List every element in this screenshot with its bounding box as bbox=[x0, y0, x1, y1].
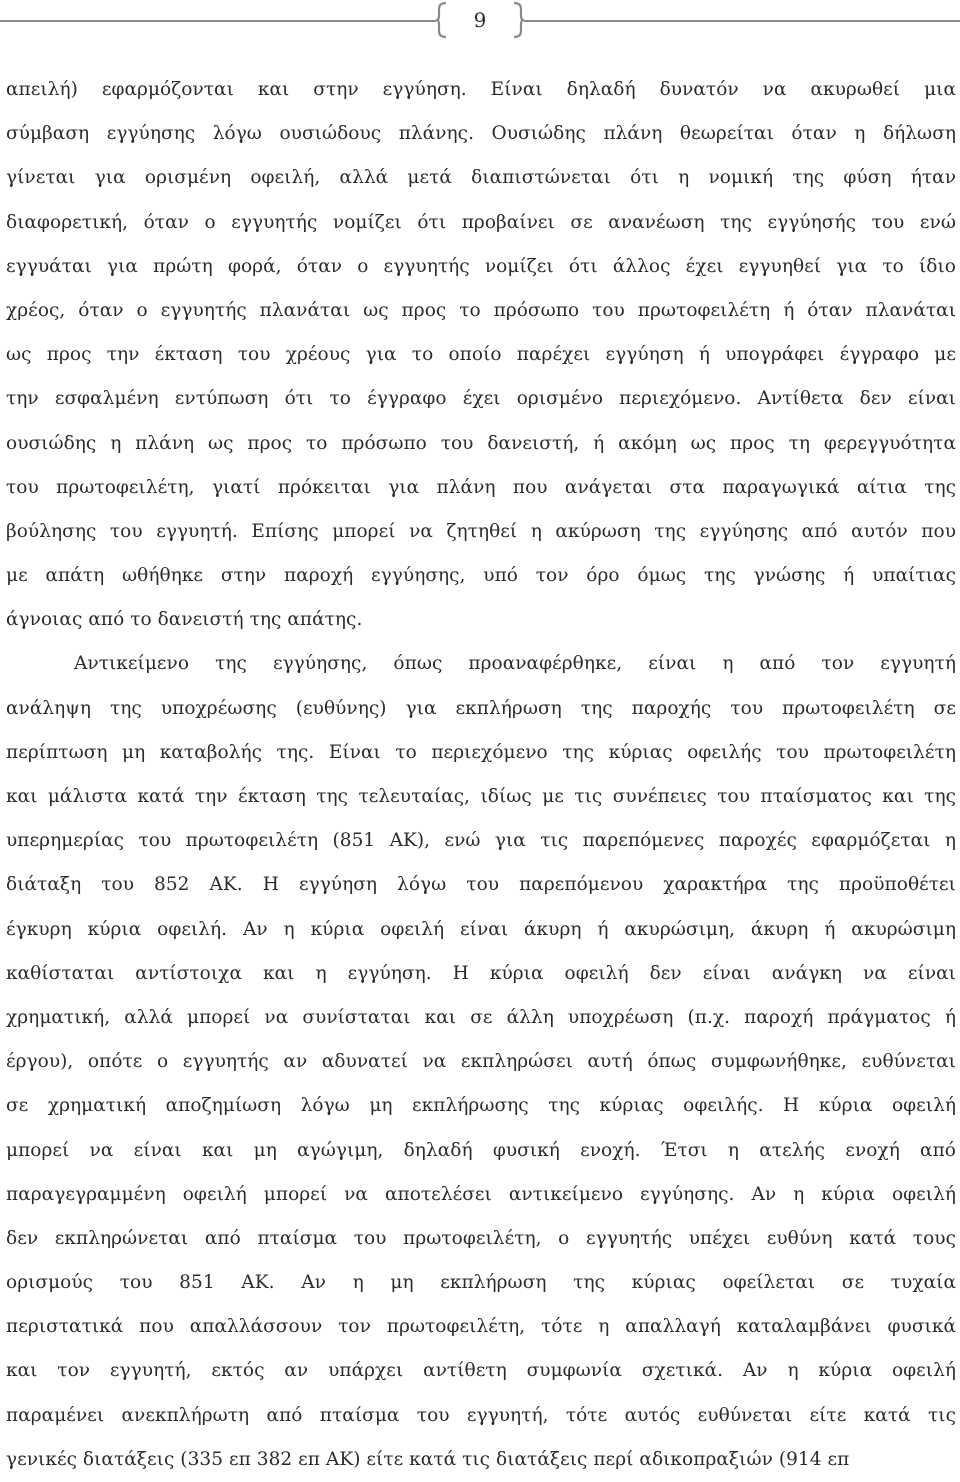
text-line: διάταξη του 852 ΑΚ. Η εγγύηση λόγω του παρεπόμενου χαρακτήρα της προϋποθέτει bbox=[6, 874, 956, 896]
text-line: περιστατικά που απαλλάσσουν τον πρωτοφειλέτη, τότε η απαλλαγή καταλαμβάνει φυσικά bbox=[6, 1316, 956, 1338]
text-line: διαφορετική, όταν ο εγγυητής νομίζει ότι προβαίνει σε ανανέωση της εγγύησής του ενώ bbox=[6, 211, 956, 233]
page-number-box bbox=[436, 0, 524, 42]
text-line: χρηματική, αλλά μπορεί να συνίσταται και σε άλλη υποχρέωση (π.χ. παροχή πράγματος ή bbox=[6, 1006, 956, 1028]
text-line: την εσφαλμένη εντύπωση ότι το έγγραφο έχει ορισμένο περιεχόμενο. Αντίθετα δεν είναι bbox=[6, 388, 956, 410]
text-line: και μάλιστα κατά την έκταση της τελευταίας, ιδίως με τις συνέπειες του πταίσματος και της bbox=[6, 786, 956, 807]
text-line: δεν εκπληρώνεται από πταίσμα του πρωτοφειλέτη, ο εγγυητής υπέχει ευθύνη κατά τους bbox=[6, 1227, 956, 1249]
text-line: περίπτωση μη καταβολής της. Είναι το περιεχόμενο της κύριας οφειλής του πρωτοφειλέτη bbox=[6, 741, 956, 763]
text-line: μπορεί να είναι και μη αγώγιμη, δηλαδή φυσική ενοχή. Έτσι η ατελής ενοχή από bbox=[6, 1139, 956, 1161]
text-line: εγγυάται για πρώτη φορά, όταν ο εγγυητής νομίζει ότι άλλος έχει εγγυηθεί για το ίδιο bbox=[6, 255, 956, 277]
text-line: ως προς την έκταση του χρέους για το οποίο παρέχει εγγύηση ή υπογράφει έγγραφο με bbox=[6, 344, 956, 366]
text-line: υπερημερίας του πρωτοφειλέτη (851 ΑΚ), ενώ για τις παρεπόμενες παροχές εφαρμόζεται η bbox=[6, 830, 956, 852]
text-line: έργου), οπότε ο εγγυητής αν αδυνατεί να εκπληρώσει αυτή όπως συμφωνήθηκε, ευθύνεται bbox=[6, 1051, 956, 1073]
text-line: γίνεται για ορισμένη οφειλή, αλλά μετά διαπιστώνεται ότι η νομική της φύση ήταν bbox=[6, 167, 956, 189]
page-number: 9 bbox=[473, 8, 487, 32]
text-line: άγνοιας από το δανειστή της απάτης. bbox=[6, 609, 363, 631]
text-line: με απάτη ωθήθηκε στην παροχή εγγύησης, υπό τον όρο όμως της γνώσης ή υπαίτιας bbox=[6, 565, 956, 587]
text-line: σύμβαση εγγύησης λόγω ουσιώδους πλάνης. Ουσιώδης πλάνη θεωρείται όταν η δήλωση bbox=[6, 123, 956, 145]
text-line: καθίσταται αντίστοιχα και η εγγύηση. Η κύρια οφειλή δεν είναι ανάγκη να είναι bbox=[6, 962, 956, 984]
text-line: ανάληψη της υποχρέωσης (ευθύνης) για εκπλήρωση της παροχής του πρωτοφειλέτη σε bbox=[6, 697, 956, 719]
right-brace-icon bbox=[512, 2, 524, 38]
text-line: έγκυρη κύρια οφειλή. Αν η κύρια οφειλή είναι άκυρη ή ακυρώσιμη, άκυρη ή ακυρώσιμη bbox=[6, 918, 956, 940]
text-line: βούλησης του εγγυητή. Επίσης μπορεί να ζητηθεί η ακύρωση της εγγύησης από αυτόν που bbox=[6, 520, 956, 542]
text-line: σε χρηματική αποζημίωση λόγω μη εκπλήρωσης της κύριας οφειλής. Η κύρια οφειλή bbox=[6, 1095, 956, 1117]
text-line: χρέος, όταν ο εγγυητής πλανάται ως προς το πρόσωπο του πρωτοφειλέτη ή όταν πλανάται bbox=[6, 299, 956, 321]
body-text bbox=[6, 68, 956, 1482]
text-line: Αντικείμενο της εγγύησης, όπως προαναφέρθηκε, είναι η από τον εγγυητή bbox=[74, 653, 956, 675]
text-line: του πρωτοφειλέτη, γιατί πρόκειται για πλάνη που ανάγεται στα παραγωγικά αίτια της bbox=[6, 476, 956, 498]
text-line: παραμένει ανεκπλήρωτη από πταίσμα του εγγυητή, τότε αυτός ευθύνεται είτε κατά τις bbox=[6, 1404, 956, 1426]
text-line: παραγεγραμμένη οφειλή μπορεί να αποτελέσει αντικείμενο εγγύησης. Αν η κύρια οφειλή bbox=[6, 1183, 956, 1205]
text-line: απειλή) εφαρμόζονται και στην εγγύηση. Είναι δηλαδή δυνατόν να ακυρωθεί μια bbox=[6, 79, 956, 100]
text-line: ορισμούς του 851 ΑΚ. Αν η μη εκπλήρωση της κύριας οφείλεται σε τυχαία bbox=[6, 1272, 956, 1294]
text-line: ουσιώδης η πλάνη ως προς το πρόσωπο του δανειστή, ή ακόμη ως προς τη φερεγγυότητα bbox=[6, 432, 956, 454]
text-line: γενικές διατάξεις (335 επ 382 επ ΑΚ) είτε κατά τις διατάξεις περί αδικοπραξιών (914 επ bbox=[6, 1448, 850, 1470]
text-line: και τον εγγυητή, εκτός αν υπάρχει αντίθετη συμφωνία σχετικά. Αν η κύρια οφειλή bbox=[6, 1360, 956, 1382]
